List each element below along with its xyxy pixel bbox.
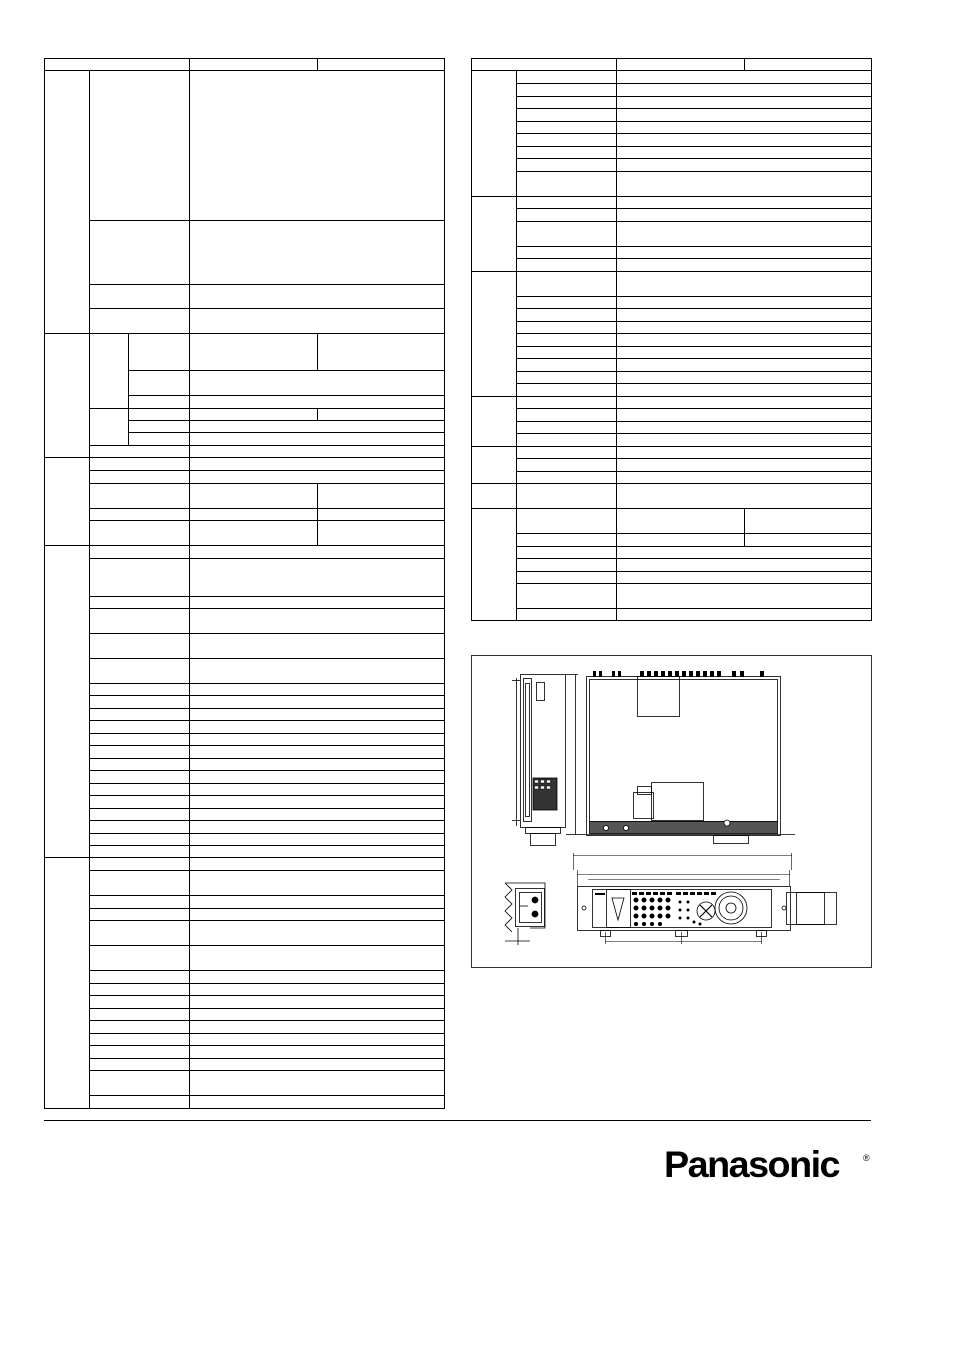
registered-mark: ® <box>863 1153 870 1163</box>
front-panel-buttons <box>595 892 716 926</box>
footer-rule <box>44 1120 871 1121</box>
panasonic-logo: Panasonic <box>664 1144 840 1185</box>
side-view <box>512 674 578 846</box>
rack-mount-detail <box>505 883 545 945</box>
top-view <box>578 677 795 844</box>
